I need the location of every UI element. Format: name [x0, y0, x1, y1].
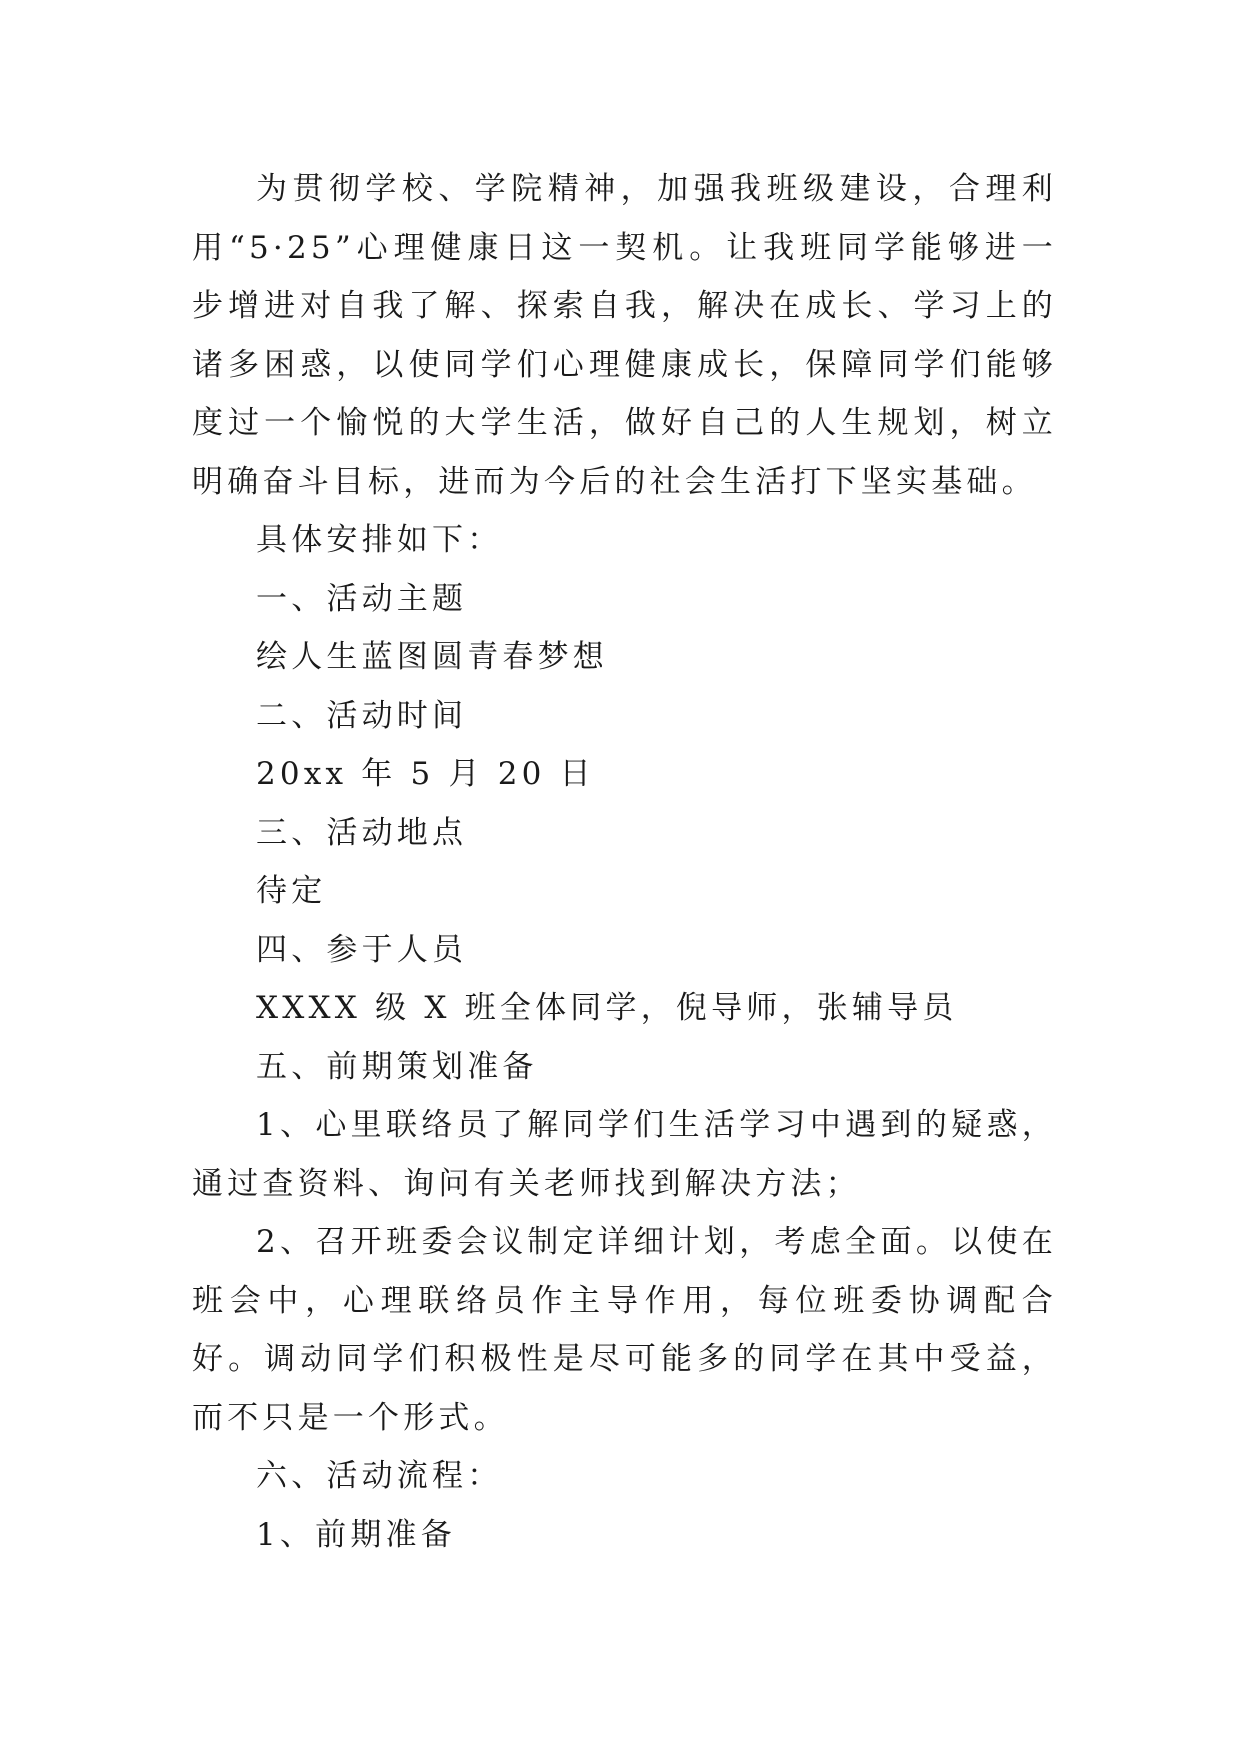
document-page	[192, 160, 1057, 1564]
place-value: 待定	[256, 873, 327, 909]
section-heading-prep: 五、前期策划准备	[256, 1048, 538, 1085]
theme-value: 绘人生蓝图圆青春梦想	[256, 639, 608, 675]
arrangement-line: 具体安排如下：	[256, 522, 503, 558]
prep-item-2: 2、召开班委会议制定详细计划，考虑全面。以使在班会中，心理联络员作主导作用，每位班委协调配合好。调动同学们积极性是尽可能多的同学在其中受益，而不只是一个形式。	[192, 1224, 1057, 1436]
section-heading-place: 三、活动地点	[256, 814, 468, 851]
prep-item-1: 1、心里联络员了解同学们生活学习中遇到的疑惑，通过查资料、询问有关老师找到解决方法；	[192, 1107, 1057, 1202]
section-heading-time: 二、活动时间	[256, 697, 468, 734]
section-heading-people: 四、参于人员	[256, 931, 468, 968]
time-value: 20xx 年 5 月 20 日	[256, 756, 595, 792]
people-value: XXXX 级 X 班全体同学，倪导师，张辅导员	[256, 990, 958, 1026]
section-heading-theme: 一、活动主题	[256, 580, 468, 617]
flow-item-1: 1、前期准备	[256, 1516, 456, 1553]
section-heading-flow: 六、活动流程：	[256, 1458, 503, 1494]
intro-paragraph: 为贯彻学校、学院精神，加强我班级建设，合理利用“5·25”心理健康日这一契机。让我班同学能够进一步增进对自我了解、探索自我，解决在成长、学习上的诸多困惑，以使同学们心理健康成长，保障同学们能够度过一个愉悦的大学生活，做好自己的人生规划，树立明确奋斗目标，进而为今后的社会生活打下坚实基础。	[192, 171, 1057, 500]
